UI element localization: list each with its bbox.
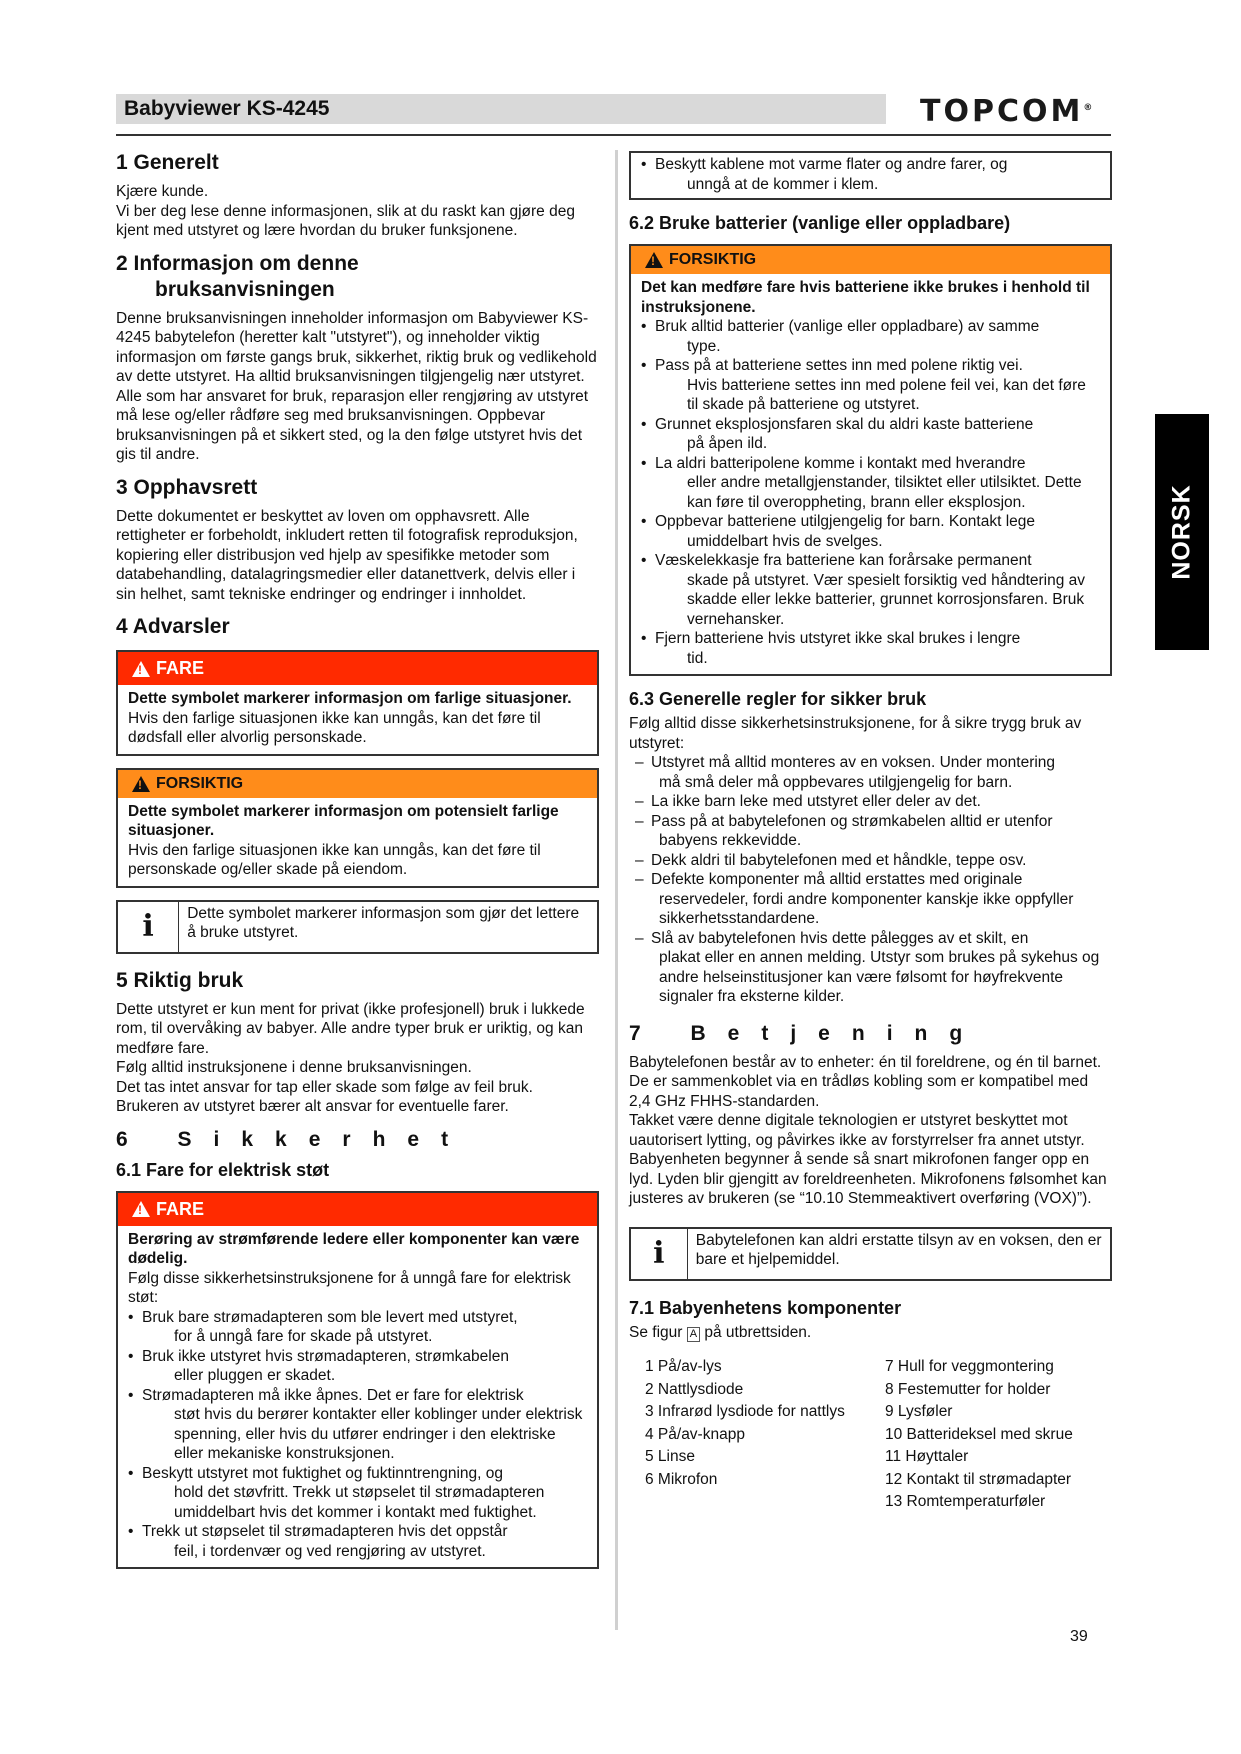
caution-label: FORSIKTIG xyxy=(156,774,244,792)
section-3-title: 3 Opphavsrett xyxy=(116,475,258,499)
section-7-1-text: Se figur A på utbrettsiden. xyxy=(629,1323,812,1341)
document-title: Babyviewer KS-4245 xyxy=(124,97,330,120)
list-item: – Utstyret må alltid monteres av en voksen. Under montering må små deler må oppbevares utilgjengelig for barn. xyxy=(629,753,1112,792)
warning-triangle-icon xyxy=(132,776,150,792)
list-item: • Fjern batteriene hvis utstyret ikke skal brukes i lengre tid. xyxy=(641,629,1100,668)
section-2-title-a: 2 Informasjon om denne xyxy=(116,251,359,275)
components-list xyxy=(629,1356,1112,1514)
danger-box-body xyxy=(118,1226,597,1568)
caution-box-body xyxy=(118,798,597,886)
list-item: • Beskytt kablene mot varme flater og andre farer, og unngå at de kommer i klem. xyxy=(641,155,1100,194)
component-item: 1 På/av-lys xyxy=(645,1358,722,1375)
section-5-title: 5 Riktig bruk xyxy=(116,968,244,992)
list-item: – La ikke barn leke med utstyret eller deler av det. xyxy=(629,792,1112,812)
section-1-text: Vi ber deg lese denne informasjonen, slik at du raskt kan gjøre deg kjent med utstyret og lære hvordan du bruker funksjonene. xyxy=(116,202,575,239)
component-item: 7 Hull for veggmontering xyxy=(885,1358,1054,1375)
caution-box-bold: Dette symbolet markerer informasjon om potensielt farlige situasjoner. xyxy=(128,802,559,839)
registered-mark: ® xyxy=(1083,103,1093,113)
component-item: 13 Romtemperaturføler xyxy=(885,1493,1046,1510)
section-6-title: 6 Sikkerhet xyxy=(116,1127,471,1151)
component-item: 6 Mikrofon xyxy=(645,1470,718,1488)
section-5-text-2: Følg alltid instruksjonene i denne bruksanvisningen. xyxy=(116,1059,472,1076)
list-item: – Slå av babytelefonen hvis dette pålegges av et skilt, en plakat eller en annen melding. Utstyr som brukes på sykehus og andre helseinstitusjoner kan være følsomt for høyfrekvente signaler fra eksterne kilder. xyxy=(629,929,1112,1007)
continued-danger-box xyxy=(629,151,1112,200)
section-7-text-3: Babyenheten begynner å sende så snart mikrofonen fanger opp en lyd. Lyden blir gjengitt av foreldreenheten. Mikrofonens følsomhet kan justeres av brukeren (se “10.10 Stemmeaktivert overføring (VOX)”). xyxy=(629,1151,1107,1207)
section-7-text-1: Babytelefonen består av to enheter: én til foreldrene, og én til barnet. De er sammenkoblet via en trådløs kobling som er kompatibel med 2,4 GHz FHHS-standarden. xyxy=(629,1053,1102,1110)
section-5-text-3: Det tas intet ansvar for tap eller skade som følge av feil bruk. xyxy=(116,1078,533,1096)
electric-safety-list xyxy=(128,1308,587,1562)
header-rule xyxy=(116,134,1111,136)
list-item: • Bruk alltid batterier (vanlige eller oppladbare) av samme type. xyxy=(641,317,1100,356)
component-item: 12 Kontakt til strømadapter xyxy=(885,1470,1072,1488)
list-item: – Defekte komponenter må alltid erstattes med originale reservedeler, fordi andre komponenter kanskje ikke oppfyller sikkerhetsstandardene. xyxy=(629,870,1112,929)
danger-box xyxy=(116,650,599,756)
list-item: • Pass på at batteriene settes inn med polene riktig vei. Hvis batteriene settes inn med polene feil vei, kan det føre til skade på batteriene og utstyret. xyxy=(641,356,1100,415)
component-item: 9 Lysføler xyxy=(885,1403,953,1420)
section-1-title: 1 Generelt xyxy=(116,151,219,174)
section-7-title: 7 Betjening xyxy=(629,1021,985,1045)
component-item: 11 Høyttaler xyxy=(885,1448,969,1465)
component-item: 10 Batterideksel med skrue xyxy=(885,1425,1073,1443)
caution-box-bold: Det kan medføre fare hvis batteriene ikke brukes i henhold til instruksjonene. xyxy=(641,279,1090,316)
danger-label: FARE xyxy=(156,658,205,678)
column-divider xyxy=(615,150,618,1630)
danger-box-text: Følg disse sikkerhetsinstruksjonene for å unngå fare for elektrisk støt: xyxy=(128,1269,571,1306)
list-item: • Grunnet eksplosjonsfaren skal du aldri kaste batteriene på åpen ild. xyxy=(641,415,1100,454)
info-box xyxy=(629,1227,1112,1281)
section-5-text: Dette utstyret er kun ment for privat (ikke profesjonell) bruk i lukkede rom, til overvåking av babyer. Alle andre typer bruk er uriktig, og kan medføre fare. xyxy=(116,1000,585,1057)
component-item: 3 Infrarød lysdiode for nattlys xyxy=(645,1403,845,1420)
list-item: • Bruk bare strømadapteren som ble levert med utstyret, for å unngå fare for skade på utstyret. xyxy=(128,1308,587,1347)
section-1-greeting: Kjære kunde. xyxy=(116,183,209,200)
info-box-text: Dette symbolet markerer informasjon som gjør det lettere å bruke utstyret. xyxy=(187,904,580,941)
component-item: 2 Nattlysdiode xyxy=(645,1380,744,1398)
caution-box-batteries xyxy=(629,244,1112,676)
danger-label: FARE xyxy=(156,1198,205,1219)
caution-box-body xyxy=(631,274,1110,674)
warning-triangle-icon xyxy=(645,252,663,268)
figure-reference: A xyxy=(687,1327,700,1342)
warning-triangle-icon xyxy=(132,1201,150,1217)
section-2-text: Denne bruksanvisningen inneholder informasjon om Babyviewer KS-4245 babytelefon (heretter kalt "utstyret"), og inneholder viktig informasjon om første gangs bruk, sikkerhet, riktig bruk og vedlikehold av dette utstyret. Ha alltid bruksanvisningen tilgjengelig nær utstyret. Alle som har ansvaret for bruk, reparasjon eller rengjøring av utstyret må lese og/eller rådføre seg med bruksanvisningen. Oppbevar bruksanvisningen på et sikkert sted, og la den følge utstyret hvis det gis til andre. xyxy=(116,309,597,463)
list-item: • La aldri batteripolene komme i kontakt med hverandre eller andre metallgjenstander, tilsiktet eller utilsiktet. Dette kan føre til overoppheting, brann eller eksplosjon. xyxy=(641,454,1100,513)
list-item: – Dekk aldri til babytelefonen med et håndkle, teppe osv. xyxy=(629,851,1112,871)
caution-box-header xyxy=(631,246,1110,274)
danger-box-bold: Dette symbolet markerer informasjon om farlige situasjoner. xyxy=(128,690,572,707)
danger-box-header xyxy=(118,652,597,685)
caution-box-text: Hvis den farlige situasjonen ikke kan unngås, kan det føre til personskade og/eller skade på eiendom. xyxy=(128,841,541,878)
info-box-text: Babytelefonen kan aldri erstatte tilsyn av en voksen, den er bare et hjelpemiddel. xyxy=(695,1231,1102,1268)
component-item xyxy=(629,1491,869,1514)
list-item: • Bruk ikke utstyret hvis strømadapteren, strømkabelen eller pluggen er skadet. xyxy=(128,1347,587,1386)
danger-box-electric xyxy=(116,1191,599,1570)
section-6-1-title: 6.1 Fare for elektrisk støt xyxy=(116,1159,330,1180)
caution-box-header xyxy=(118,770,597,798)
continued-list xyxy=(641,155,1100,194)
danger-box-header xyxy=(118,1193,597,1226)
warning-triangle-icon xyxy=(132,661,150,677)
component-item: 5 Linse xyxy=(645,1448,695,1465)
right-column xyxy=(629,151,1112,1514)
danger-box-bold: Berøring av strømførende ledere eller komponenter kan være dødelig. xyxy=(128,1230,580,1267)
list-item: • Væskelekkasje fra batteriene kan forårsake permanent skade på utstyret. Vær spesielt forsiktig ved håndtering av skadde eller lekke batterier, grunnet korrosjonsfaren. Bruk vernehansker. xyxy=(641,551,1100,629)
info-icon: i xyxy=(631,1229,688,1279)
section-6-3-title: 6.3 Generelle regler for sikker bruk xyxy=(629,689,927,709)
section-2-title xyxy=(116,251,599,303)
caution-label: FORSIKTIG xyxy=(669,251,757,268)
danger-box-body xyxy=(118,685,597,754)
caution-box xyxy=(116,768,599,888)
section-5-text-4: Brukeren av utstyret bærer alt ansvar for eventuelle farer. xyxy=(116,1098,509,1115)
battery-safety-list xyxy=(641,317,1100,668)
list-item: • Strømadapteren må ikke åpnes. Det er fare for elektrisk støt hvis du berører kontakter eller koblinger under elektrisk spenning, eller hvis du utfører endringer i den elektriske eller mekaniske konstruksjonen. xyxy=(128,1386,587,1464)
left-column xyxy=(116,140,599,1581)
page-number: 39 xyxy=(1070,1628,1088,1645)
component-item: 4 På/av-knapp xyxy=(645,1425,745,1443)
list-item: • Beskytt utstyret mot fuktighet og fuktinntrengning, og hold det støvfritt. Trekk ut støpselet til strømadapteren umiddelbart hvis det kommer i kontakt med fuktighet. xyxy=(128,1464,587,1523)
component-item: 8 Festemutter for holder xyxy=(885,1380,1051,1398)
general-rules-list xyxy=(629,753,1112,1007)
danger-box-text: Hvis den farlige situasjonen ikke kan unngås, kan det føre til dødsfall eller alvorlig personskade. xyxy=(128,709,541,746)
section-7-1-title: 7.1 Babyenhetens komponenter xyxy=(629,1297,902,1318)
info-icon: i xyxy=(118,902,179,952)
section-6-2-title: 6.2 Bruke batterier (vanlige eller oppladbare) xyxy=(629,213,1011,233)
logo-text: TOPCOM xyxy=(920,94,1084,129)
section-3-text: Dette dokumentet er beskyttet av loven om opphavsrett. Alle rettigheter er forbeholdt, inkludert retten til fotografisk reproduksjon, kopiering eller distribusjon ved hjelp av spesifikke metoder som databehandling, datalagringsmedier eller datanettverk, delvis eller i sin helhet, samt tekniske endringer og endringer i innholdet. xyxy=(116,507,578,603)
section-4-title: 4 Advarsler xyxy=(116,615,230,638)
list-item: • Oppbevar batteriene utilgjengelig for barn. Kontakt lege umiddelbart hvis de svelges. xyxy=(641,512,1100,551)
language-tab-label: NORSK xyxy=(1167,484,1196,580)
section-2-title-b: bruksanvisningen xyxy=(155,277,335,301)
list-item: – Pass på at babytelefonen og strømkabelen alltid er utenfor babyens rekkevidde. xyxy=(629,812,1112,851)
topcom-logo xyxy=(920,94,1092,129)
section-7-text-2: Takket være denne digitale teknologien er utstyret beskyttet mot uautorisert lytting, og påvirkes ikke av forstyrrelser fra annet utstyr. xyxy=(629,1112,1085,1149)
section-6-3-text: Følg alltid disse sikkerhetsinstruksjonene, for å sikre trygg bruk av utstyret: xyxy=(629,715,1082,752)
list-item: • Trekk ut støpselet til strømadapteren hvis det oppstår feil, i tordenvær og ved rengjøring av utstyret. xyxy=(128,1522,587,1561)
info-box xyxy=(116,900,599,954)
